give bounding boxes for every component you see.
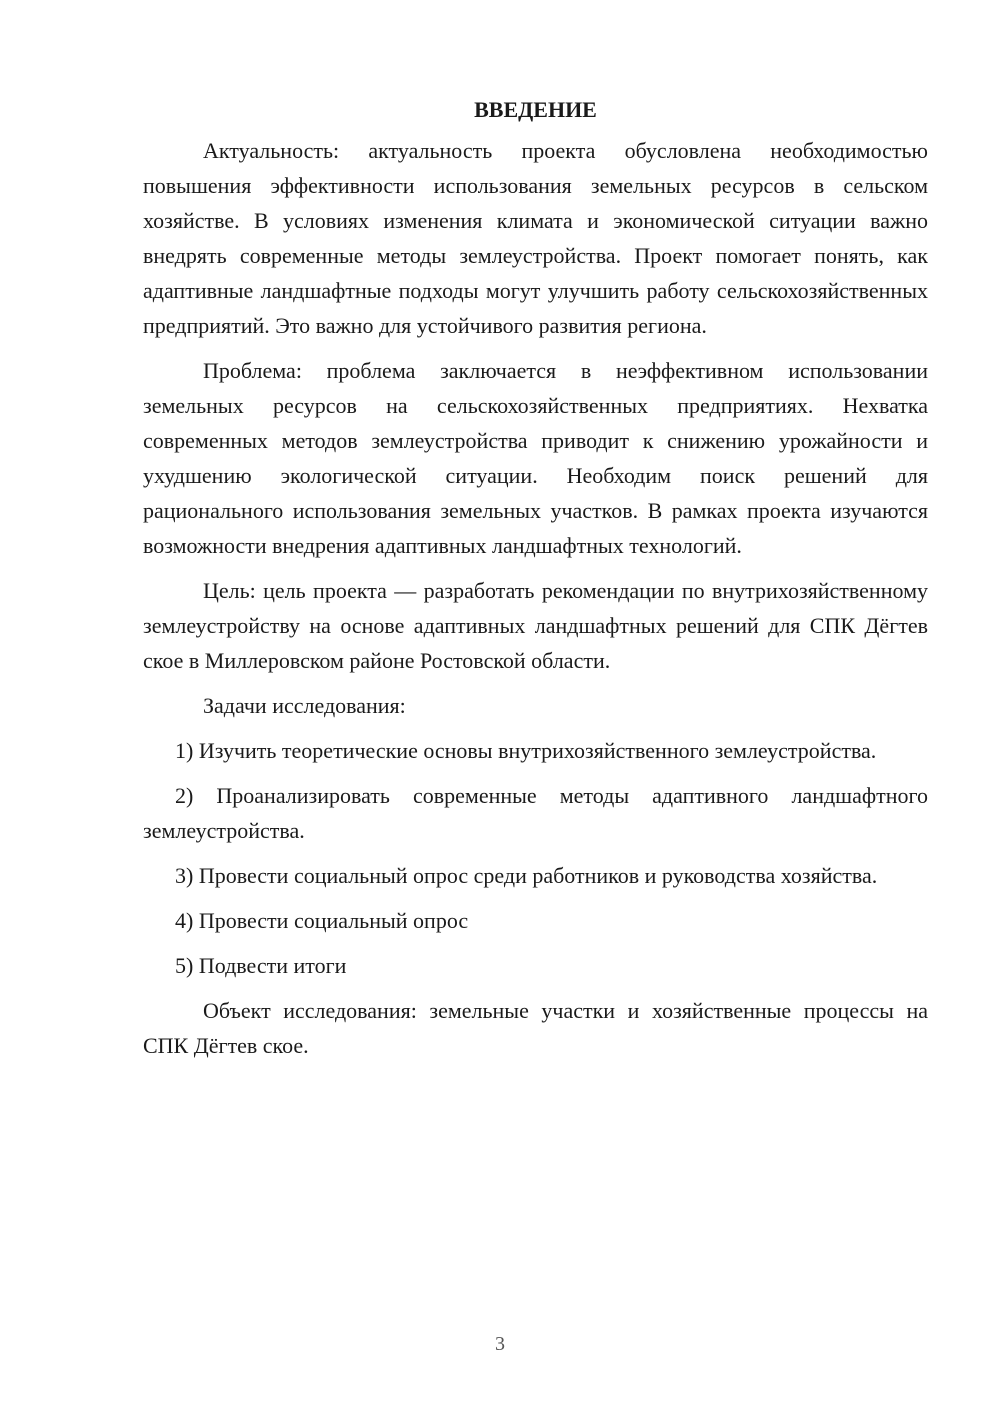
object-paragraph: Объект исследования: земельные участки и хозяйственные процессы на СПК Дёгтев ское. bbox=[143, 998, 928, 1058]
problem-paragraph: Проблема: проблема заключается в неэффективном использовании земельных ресурсов на сельскохозяйственных предприятиях. Нехватка современных методов землеустройства приводит к снижению урожайности и ухудшению экологической ситуации. Необходим поиск решений для рационального использования земельных участков. В рамках проекта изучаются возможности внедрения адаптивных ландшафтных технологий. bbox=[143, 358, 928, 558]
task-item: 3) Провести социальный опрос среди работников и руководства хозяйства. bbox=[175, 863, 878, 888]
task-item: 4) Провести социальный опрос bbox=[175, 908, 469, 933]
goal-paragraph: Цель: цель проекта — разработать рекомендации по внутрихозяйственному землеустройству на основе адаптивных ландшафтных решений для СПК Дёгтев ское в Миллеровском районе Ростовской области. bbox=[143, 578, 928, 673]
page-number: 3 bbox=[495, 1333, 505, 1355]
task-item: 5) Подвести итоги bbox=[175, 953, 347, 978]
task-item: 2) Проанализировать современные методы адаптивного ландшафтного землеустройства. bbox=[143, 783, 928, 843]
tasks-heading: Задачи исследования: bbox=[203, 693, 406, 718]
tasks-list bbox=[143, 733, 928, 983]
relevance-paragraph: Актуальность: актуальность проекта обусловлена необходимостью повышения эффективности использования земельных ресурсов в сельском хозяйстве. В условиях изменения климата и экономической ситуации важно внедрять современные методы землеустройства. Проект помогает понять, как адаптивные ландшафтные подходы могут улучшить работу сельскохозяйственных предприятий. Это важно для устойчивого развития региона. bbox=[143, 138, 928, 338]
document-title: ВВЕДЕНИЕ bbox=[474, 97, 597, 122]
task-item: 1) Изучить теоретические основы внутрихозяйственного землеустройства. bbox=[175, 738, 877, 763]
document-page bbox=[143, 92, 928, 1073]
